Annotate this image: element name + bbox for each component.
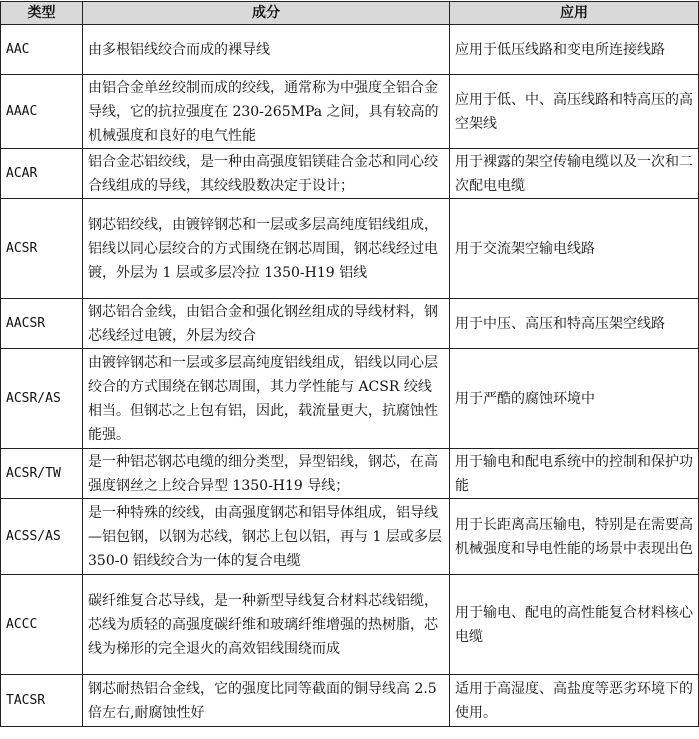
cell-application: 用于输电和配电系统中的控制和保护功能 — [450, 449, 699, 499]
table-row — [1, 675, 699, 727]
spec-table — [0, 1, 699, 727]
cell-type: ACSR/AS — [1, 349, 83, 449]
header-application: 应用 — [450, 2, 699, 25]
cell-application: 用于交流架空输电线路 — [450, 199, 699, 299]
cell-application: 用于裸露的架空传输电缆以及一次和二次配电电缆 — [450, 149, 699, 199]
cell-application: 用于严酷的腐蚀环境中 — [450, 349, 699, 449]
table-row — [1, 75, 699, 149]
table-row — [1, 575, 699, 675]
table-row — [1, 349, 699, 449]
cell-type: ACSS/AS — [1, 499, 83, 575]
table-row — [1, 149, 699, 199]
cell-type: ACSR/TW — [1, 449, 83, 499]
cell-type: AAAC — [1, 75, 83, 149]
table-row — [1, 199, 699, 299]
table-row — [1, 449, 699, 499]
cell-application: 应用于低压线路和变电所连接线路 — [450, 25, 699, 75]
table-row — [1, 25, 699, 75]
cell-application: 用于输电、配电的高性能复合材料核心电缆 — [450, 575, 699, 675]
cell-application: 适用于高湿度、高盐度等恶劣环境下的使用。 — [450, 675, 699, 727]
cell-composition: 钢芯铝绞线，由镀锌钢芯和一层或多层高纯度铝线组成，铝线以同心层绞合的方式围绕在钢芯周围，钢芯线经过电镀，外层为 1 层或多层冷拉 1350-H19 铝线 — [83, 199, 450, 299]
table-row — [1, 499, 699, 575]
table-row — [1, 299, 699, 349]
cell-composition: 由镀锌钢芯和一层或多层高纯度铝线组成，铝线以同心层绞合的方式围绕在钢芯周围，其力学性能与 ACSR 绞线相当。但钢芯之上包有铝，因此，载流量更大，抗腐蚀性能强。 — [83, 349, 450, 449]
cell-application: 应用于低、中、高压线路和特高压的高空架线 — [450, 75, 699, 149]
cell-type: AACSR — [1, 299, 83, 349]
cell-application: 用于长距离高压输电，特别是在需要高机械强度和导电性能的场景中表现出色 — [450, 499, 699, 575]
header-row — [1, 2, 699, 25]
header-composition: 成分 — [83, 2, 450, 25]
cell-composition: 钢芯耐热铝合金线，它的强度比同等截面的铜导线高 2.5 倍左右,耐腐蚀性好 — [83, 675, 450, 727]
cell-type: ACCC — [1, 575, 83, 675]
cell-type: ACAR — [1, 149, 83, 199]
cell-type: TACSR — [1, 675, 83, 727]
cell-composition: 碳纤维复合芯导线，是一种新型导线复合材料芯线铝缆，芯线为质轻的高强度碳纤维和玻璃纤维增强的热树脂，芯线为梯形的完全退火的高效铝线围绕而成 — [83, 575, 450, 675]
cell-composition: 由多根铝线绞合而成的裸导线 — [83, 25, 450, 75]
cell-composition: 是一种铝芯钢芯电缆的细分类型，异型铝线，钢芯，在高强度钢丝之上绞合异型 1350-H19 导线； — [83, 449, 450, 499]
cell-composition: 钢芯铝合金线，由铝合金和强化钢丝组成的导线材料，钢芯线经过电镀，外层为绞合 — [83, 299, 450, 349]
cell-composition: 是一种特殊的绞线，由高强度钢芯和铝导体组成，铝导线—铝包钢，以钢为芯线，钢芯上包以铝，再与 1 层或多层 350-0 铝线绞合为一体的复合电缆 — [83, 499, 450, 575]
cell-type: AAC — [1, 25, 83, 75]
cell-application: 用于中压、高压和特高压架空线路 — [450, 299, 699, 349]
cell-composition: 铝合金芯铝绞线，是一种由高强度铝镁硅合金芯和同心绞合线组成的导线，其绞线股数决定于设计； — [83, 149, 450, 199]
cell-composition: 由铝合金单丝绞制而成的绞线，通常称为中强度全铝合金导线，它的抗拉强度在 230-265MPa 之间，具有较高的机械强度和良好的电气性能 — [83, 75, 450, 149]
cell-type: ACSR — [1, 199, 83, 299]
header-type: 类型 — [1, 2, 83, 25]
